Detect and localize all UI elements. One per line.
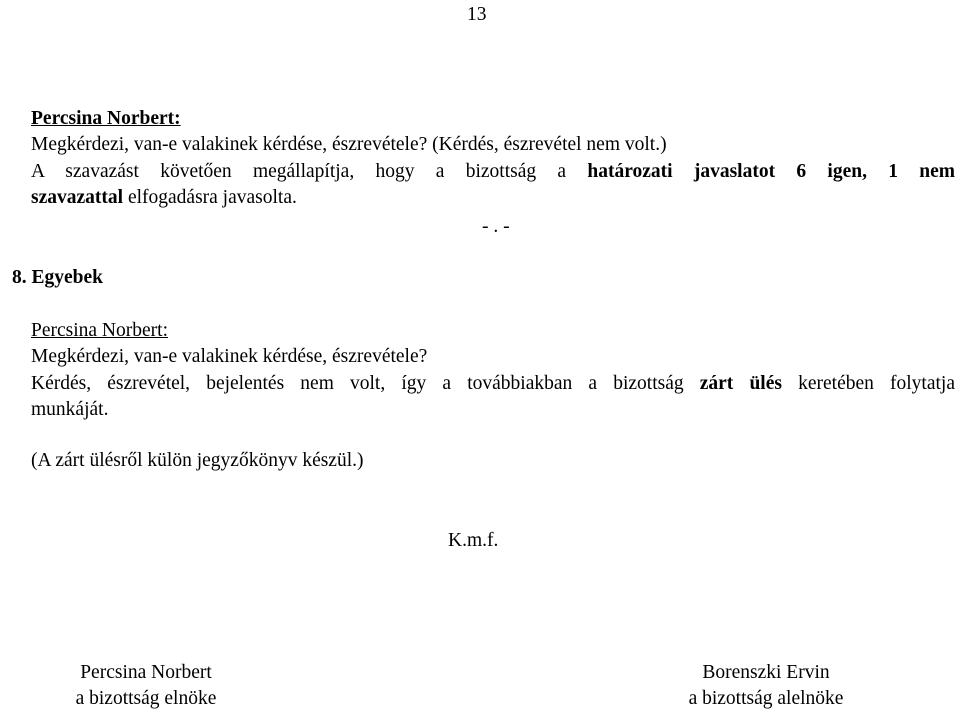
paragraph-line: Megkérdezi, van-e valakinek kérdése, észrevétele?	[31, 346, 428, 367]
text-run-bold: határozati javaslatot 6 igen, 1 nem	[587, 161, 956, 182]
paragraph-line	[31, 371, 955, 397]
text-run: elfogadásra javasolta.	[127, 187, 297, 208]
text-run: Kérdés, észrevétel, bejelentés nem volt, így a továbbiakban a bizottság	[31, 373, 684, 394]
text-run: keretében folytatja	[798, 373, 955, 394]
signature-block-left	[46, 660, 246, 712]
signature-block-right	[660, 660, 872, 712]
signature-name: Borenszki Ervin	[702, 662, 830, 683]
signature-title: a bizottság alelnöke	[688, 688, 844, 709]
paragraph-line: munkáját.	[31, 399, 109, 420]
speaker-name: Percsina Norbert:	[31, 320, 168, 341]
note: (A zárt ülésről külön jegyzőkönyv készül.)	[31, 450, 364, 471]
text-run: A szavazást követően megállapítja, hogy a bizottság a	[31, 161, 567, 182]
signature-name: Percsina Norbert	[80, 662, 212, 683]
signature-title: a bizottság elnöke	[75, 688, 217, 709]
speaker-name: Percsina Norbert:	[31, 108, 181, 129]
paragraph-line: Megkérdezi, van-e valakinek kérdése, észrevétele? (Kérdés, észrevétel nem volt.)	[31, 134, 667, 155]
text-run-bold: szavazattal	[31, 187, 124, 208]
separator: - . -	[482, 216, 510, 237]
text-run-bold: zárt ülés	[699, 373, 782, 394]
closing-mark: K.m.f.	[448, 530, 499, 551]
paragraph-line	[31, 159, 955, 185]
paragraph-line	[31, 185, 297, 211]
page-number: 13	[467, 4, 487, 25]
section-heading: 8. Egyebek	[12, 267, 104, 288]
